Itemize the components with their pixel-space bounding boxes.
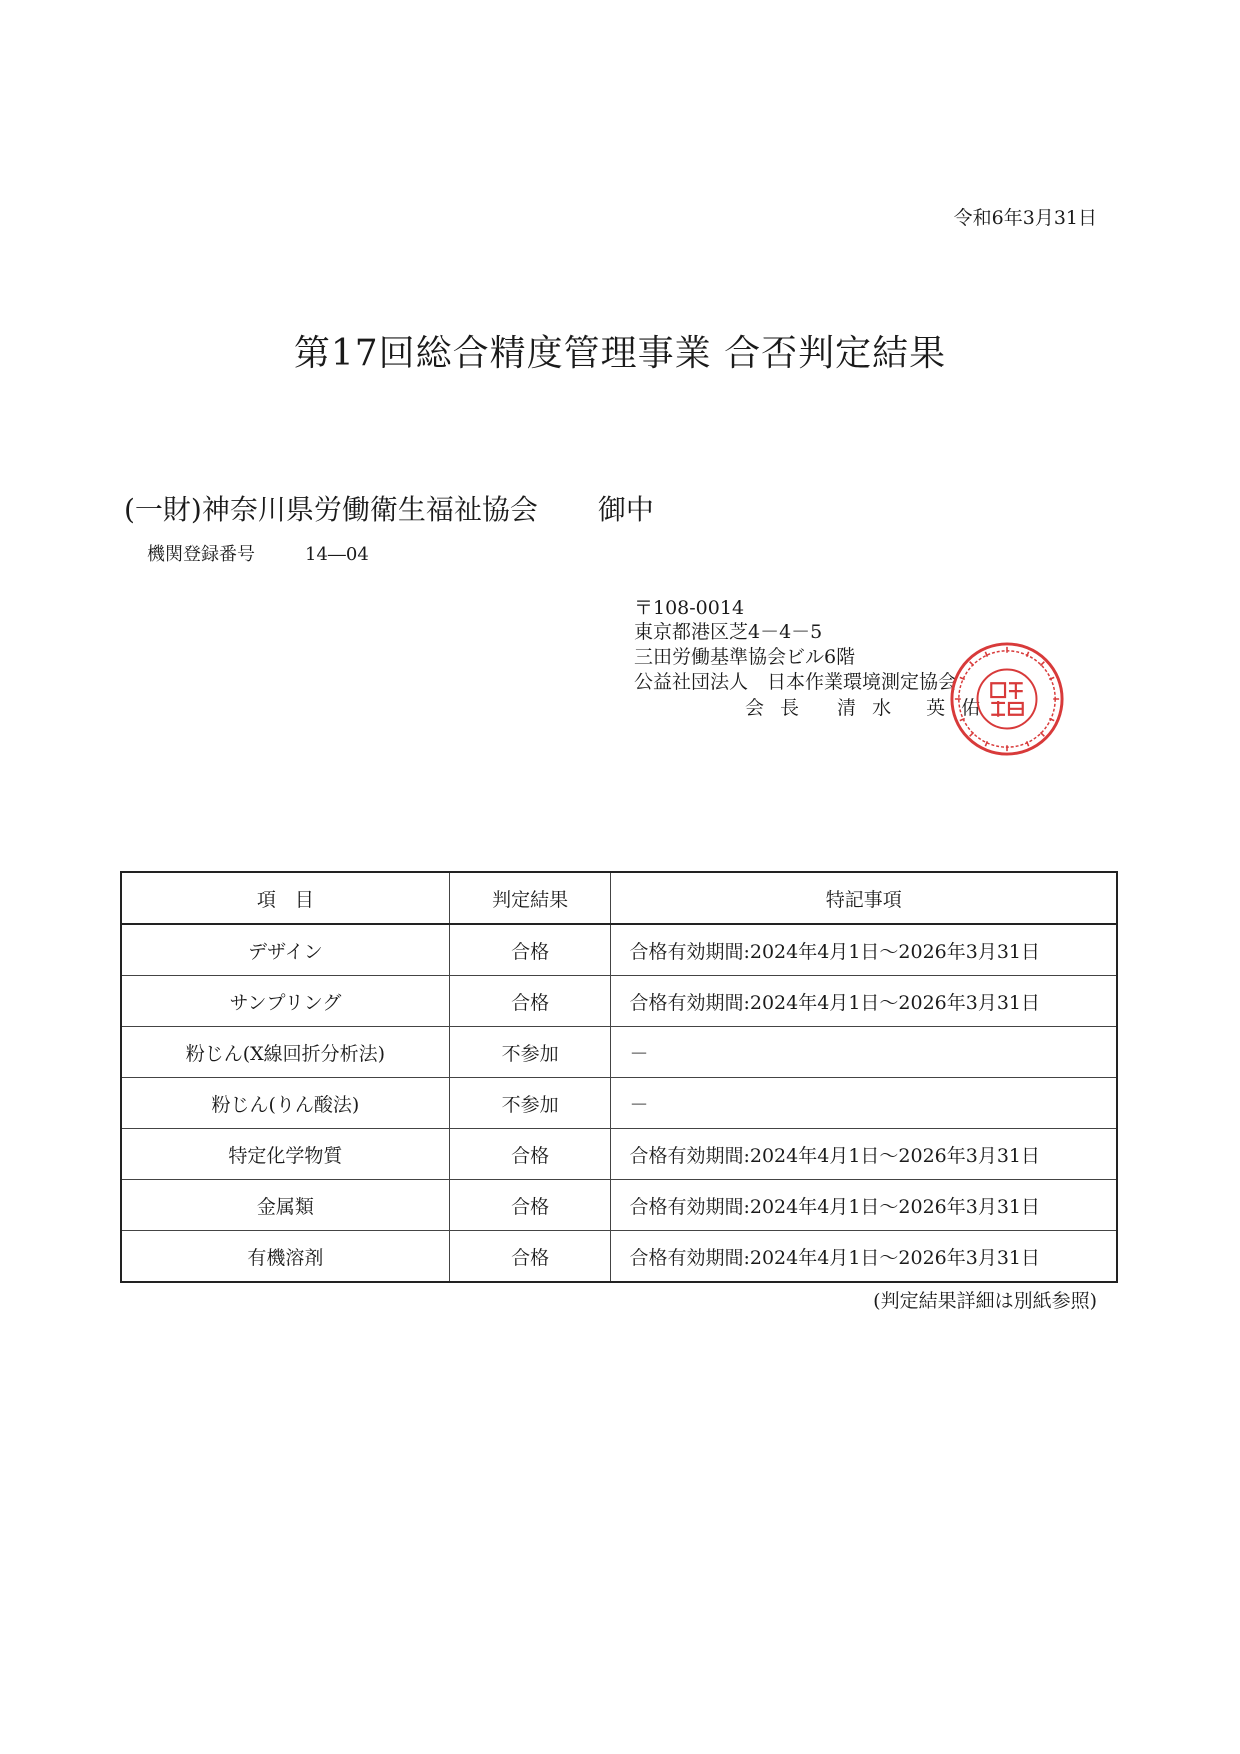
sender-address-line-1: 東京都港区芝4－4－5 xyxy=(634,621,823,643)
document-title: 第17回総合精度管理事業 合否判定結果 xyxy=(293,333,947,374)
table-header-row xyxy=(121,872,1117,924)
recipient-honorific: 御中 xyxy=(597,493,654,526)
row-note: 合格有効期間:2024年4月1日～2026年3月31日 xyxy=(611,924,1117,976)
results-table xyxy=(120,871,1118,1283)
footnote: (判定結果詳細は別紙参照) xyxy=(873,1290,1097,1312)
row-item: 粉じん(りん酸法) xyxy=(121,1078,449,1129)
sender-address-line-2: 三田労働基準協会ビル6階 xyxy=(634,646,856,668)
row-item: サンプリング xyxy=(121,976,449,1027)
header-item: 項 目 xyxy=(121,872,449,924)
table-row xyxy=(121,924,1117,976)
sender-organization: 公益社団法人 日本作業環境測定協会 xyxy=(634,671,958,693)
recipient-name: (一財)神奈川県労働衛生福祉協会 xyxy=(124,493,538,526)
row-note: － xyxy=(611,1078,1117,1129)
issue-date: 令和6年3月31日 xyxy=(953,207,1097,229)
row-item: 有機溶剤 xyxy=(121,1231,449,1283)
header-result: 判定結果 xyxy=(449,872,611,924)
registration-value: 14―04 xyxy=(305,544,369,565)
row-result: 不参加 xyxy=(449,1027,611,1078)
sender-postal-code: 〒108-0014 xyxy=(634,597,745,619)
row-result: 合格 xyxy=(449,1231,611,1283)
official-seal-icon xyxy=(948,640,1066,758)
registration-number-line xyxy=(147,540,369,566)
registration-label: 機関登録番号 xyxy=(147,544,255,565)
row-result: 不参加 xyxy=(449,1078,611,1129)
table-row xyxy=(121,1027,1117,1078)
row-result: 合格 xyxy=(449,1180,611,1231)
table-row xyxy=(121,1231,1117,1283)
table-row xyxy=(121,976,1117,1027)
row-note: 合格有効期間:2024年4月1日～2026年3月31日 xyxy=(611,976,1117,1027)
row-item: 粉じん(X線回折分析法) xyxy=(121,1027,449,1078)
row-note: 合格有効期間:2024年4月1日～2026年3月31日 xyxy=(611,1129,1117,1180)
row-result: 合格 xyxy=(449,976,611,1027)
row-item: 特定化学物質 xyxy=(121,1129,449,1180)
row-result: 合格 xyxy=(449,924,611,976)
row-item: 金属類 xyxy=(121,1180,449,1231)
table-row xyxy=(121,1180,1117,1231)
table-row xyxy=(121,1129,1117,1180)
sender-chair: 会 長 清 水 英 佑 xyxy=(745,697,981,719)
row-note: － xyxy=(611,1027,1117,1078)
header-notes: 特記事項 xyxy=(611,872,1117,924)
row-item: デザイン xyxy=(121,924,449,976)
table-row xyxy=(121,1078,1117,1129)
row-note: 合格有効期間:2024年4月1日～2026年3月31日 xyxy=(611,1180,1117,1231)
row-result: 合格 xyxy=(449,1129,611,1180)
recipient-line xyxy=(124,488,654,528)
row-note: 合格有効期間:2024年4月1日～2026年3月31日 xyxy=(611,1231,1117,1283)
